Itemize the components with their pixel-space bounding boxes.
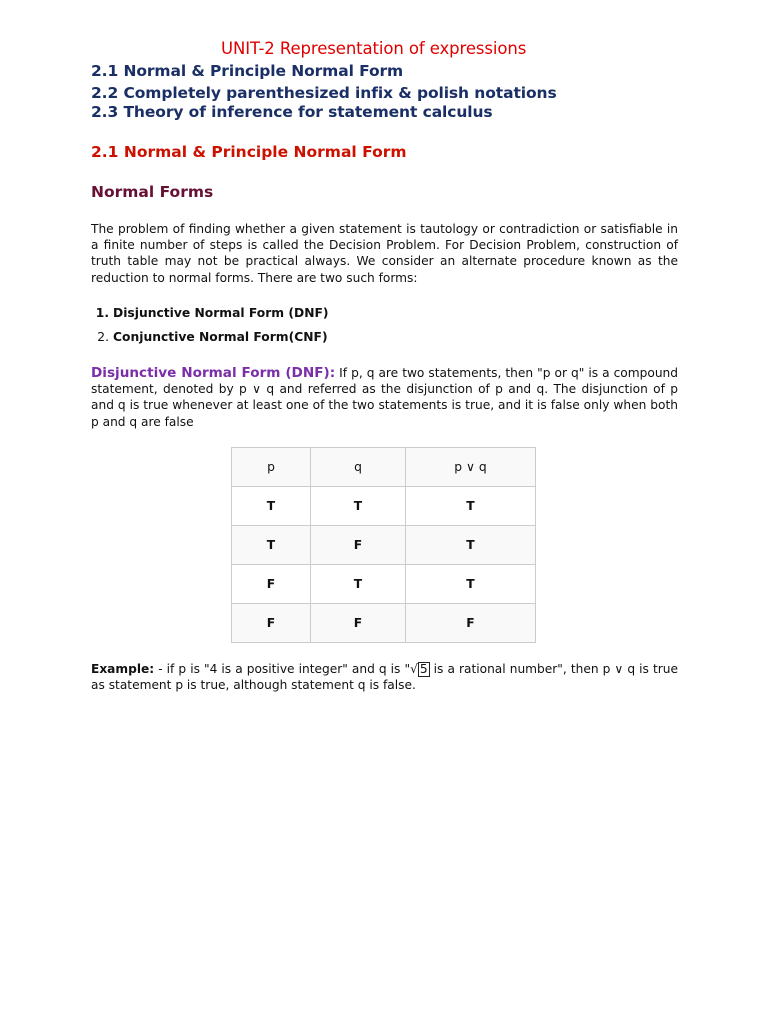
- intro-paragraph: The problem of finding whether a given statement is tautology or contradiction or satisfiable in a finite number of steps is called the Decision Problem. For Decision Problem, construction of truth table may not be practical always. We consider an alternate procedure known as the reduction to normal forms. There are two such forms:: [91, 222, 678, 285]
- section-heading: 2.1 Normal & Principle Normal Form: [91, 143, 407, 161]
- table-row: [232, 526, 536, 565]
- subsection-heading-normal-forms: Normal Forms: [91, 183, 214, 201]
- list-item-label: Conjunctive Normal Form(CNF): [113, 330, 328, 344]
- toc-item-2-3: 2.3 Theory of inference for statement calculus: [91, 103, 493, 121]
- table-cell: T: [311, 565, 406, 604]
- table-cell: F: [232, 604, 311, 643]
- toc-item-2-2: 2.2 Completely parenthesized infix & polish notations: [91, 84, 557, 102]
- dnf-text: If p, q are two statements, then "p or q" is a compound statement, denoted by p ∨ q and referred as the disjunction of p and q. The disjunction of p and q is true whenever at least one of the two statements is true, and it is false only when both p and q are false: [91, 366, 678, 429]
- table-header-cell: q: [311, 448, 406, 487]
- table-cell: F: [406, 604, 536, 643]
- list-number: 2.: [97, 330, 109, 344]
- table-row: [232, 565, 536, 604]
- table-header-cell: p ∨ q: [406, 448, 536, 487]
- list-number: 1.: [95, 306, 109, 320]
- table-cell: T: [406, 526, 536, 565]
- example-paragraph: [91, 661, 678, 693]
- dnf-label: Disjunctive Normal Form (DNF):: [91, 365, 336, 381]
- list-item: [91, 329, 329, 353]
- sqrt-value-box: 5: [419, 662, 428, 676]
- table-cell: F: [311, 526, 406, 565]
- example-text-before: - if p is "4 is a positive integer" and q is ": [154, 662, 411, 676]
- table-cell: T: [232, 487, 311, 526]
- example-label: Example:: [91, 662, 155, 676]
- truth-table: [231, 447, 536, 643]
- list-item: [91, 305, 329, 329]
- table-cell: T: [406, 487, 536, 526]
- table-cell: T: [406, 565, 536, 604]
- normal-forms-list: [91, 305, 329, 353]
- example-text-after: is a rational number", then p ∨ q is true as statement p is true, although statement q is false.: [91, 662, 678, 693]
- table-cell: F: [232, 565, 311, 604]
- table-cell: F: [311, 604, 406, 643]
- unit-title: UNIT-2 Representation of expressions: [221, 39, 527, 58]
- table-row: [232, 604, 536, 643]
- table-header-cell: p: [232, 448, 311, 487]
- table-cell: T: [311, 487, 406, 526]
- toc-item-2-1: 2.1 Normal & Principle Normal Form: [91, 62, 404, 80]
- dnf-paragraph: [91, 365, 678, 430]
- sqrt-symbol: √: [410, 662, 418, 676]
- table-row: [232, 487, 536, 526]
- list-item-label: Disjunctive Normal Form (DNF): [113, 306, 329, 320]
- table-cell: T: [232, 526, 311, 565]
- table-header-row: [232, 448, 536, 487]
